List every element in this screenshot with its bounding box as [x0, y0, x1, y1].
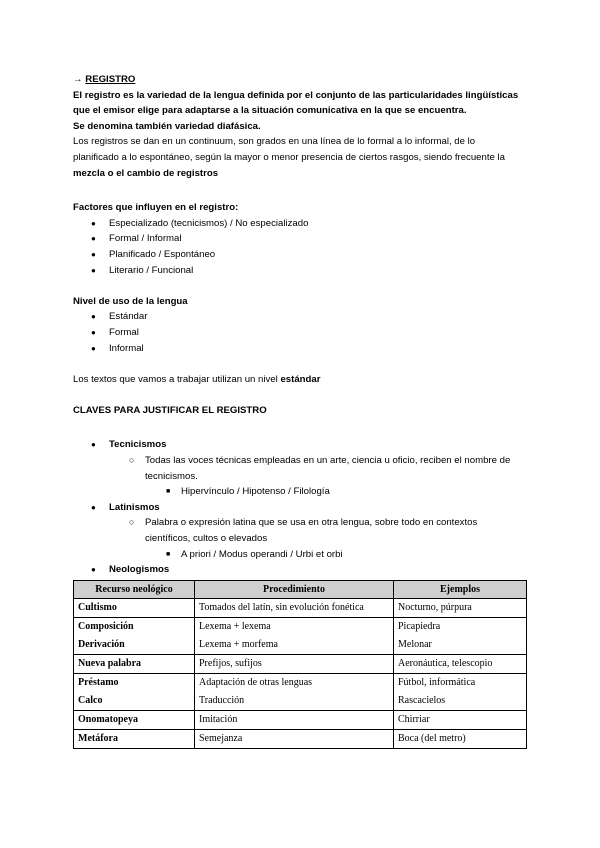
- bullet-icon: ●: [91, 502, 96, 512]
- clave-latinismos-desc-cont: científicos, cultos o elevados: [145, 533, 268, 545]
- clave-neologismos: ● Neologismos: [73, 562, 534, 578]
- clave-tecnicismos-examples: ■ Hipervínculo / Hipotenso / Filología: [73, 484, 534, 500]
- list-item: ● Informal: [73, 341, 534, 357]
- intro-line-3: Se denomina también variedad diafásica.: [73, 120, 261, 132]
- clave-latinismos: ● Latinismos: [73, 500, 534, 516]
- column-header: Procedimiento: [195, 580, 394, 598]
- square-bullet-icon: ■: [166, 488, 171, 496]
- neologismos-table: [73, 580, 527, 749]
- circle-bullet-icon: ○: [129, 517, 135, 528]
- bullet-icon: ●: [91, 565, 96, 575]
- table-row: Nueva palabra Prefijos, sufijos Aeronáutica, telescopio: [74, 654, 527, 673]
- factores-list: [73, 216, 534, 278]
- heading-title: REGISTRO: [85, 74, 136, 85]
- arrow-glyph: →: [73, 74, 83, 85]
- table-row: Composición Lexema + lexema Picapiedra: [74, 617, 527, 636]
- table-row: Cultismo Tomados del latín, sin evolución fonética Nocturno, púrpura: [74, 598, 527, 617]
- circle-bullet-icon: ○: [129, 455, 135, 466]
- square-bullet-icon: ■: [166, 550, 171, 558]
- claves-title: CLAVES PARA JUSTIFICAR EL REGISTRO: [73, 404, 267, 416]
- table-header-row: [74, 580, 527, 598]
- clave-latinismos-desc: ○ Palabra o expresión latina que se usa en otra lengua, sobre todo en contextos: [73, 515, 534, 531]
- clave-tecnicismos: ● Tecnicismos: [73, 437, 534, 453]
- section-heading: [73, 72, 534, 88]
- table-row: Préstamo Adaptación de otras lenguas Fútbol, informática: [74, 673, 527, 692]
- column-header: Ejemplos: [394, 580, 527, 598]
- clave-tecnicismos-desc: ○ Todas las voces técnicas empleadas en un arte, ciencia u oficio, reciben el nombre de: [73, 453, 534, 469]
- bullet-icon: ●: [91, 343, 96, 353]
- list-item: ● Especializado (tecnicismos) / No especializado: [73, 216, 534, 232]
- list-item: ● Planificado / Espontáneo: [73, 247, 534, 263]
- list-item: ● Formal / Informal: [73, 231, 534, 247]
- table-row: Derivación Lexema + morfema Melonar: [74, 636, 527, 655]
- nivel-title: Nivel de uso de la lengua: [73, 295, 188, 307]
- claves-list: [73, 437, 534, 577]
- intro-line-5: planificado a lo espontáneo, según la mayor o menor presencia de ciertos rasgos, siendo frecuente la: [73, 151, 505, 163]
- table-row: Metáfora Semejanza Boca (del metro): [74, 729, 527, 748]
- list-item: ● Literario / Funcional: [73, 263, 534, 279]
- bullet-icon: ●: [91, 234, 96, 244]
- bullet-icon: ●: [91, 312, 96, 322]
- list-item: ● Formal: [73, 325, 534, 341]
- intro-line-1: El registro es la variedad de la lengua definida por el conjunto de las particularidades lingüísticas: [73, 89, 519, 101]
- bullet-icon: ●: [91, 265, 96, 275]
- clave-latinismos-examples: ■ A priori / Modus operandi / Urbi et orbi: [73, 547, 534, 563]
- nivel-list: [73, 309, 534, 356]
- intro-line-4: Los registros se dan en un continuum, son grados en una línea de lo formal a lo informal, de lo: [73, 136, 476, 148]
- table-row: Onomatopeya Imitación Chirriar: [74, 710, 527, 729]
- intro-line-6: mezcla o el cambio de registros: [73, 167, 219, 179]
- bullet-icon: ●: [91, 327, 96, 337]
- intro-line-2: que el emisor elige para adaptarse a la situación comunicativa en la que se encuentra.: [73, 105, 467, 117]
- table-row: Calco Traducción Rascacielos: [74, 692, 527, 711]
- bullet-icon: ●: [91, 218, 96, 228]
- bullet-icon: ●: [91, 440, 96, 450]
- column-header: Recurso neológico: [74, 580, 195, 598]
- factores-title: Factores que influyen en el registro:: [73, 202, 239, 214]
- textos-line: Los textos que vamos a trabajar utilizan un nivel estándar: [73, 373, 321, 385]
- bullet-icon: ●: [91, 249, 96, 259]
- clave-tecnicismos-desc-cont: tecnicismos.: [145, 470, 198, 482]
- list-item: ● Estándar: [73, 309, 534, 325]
